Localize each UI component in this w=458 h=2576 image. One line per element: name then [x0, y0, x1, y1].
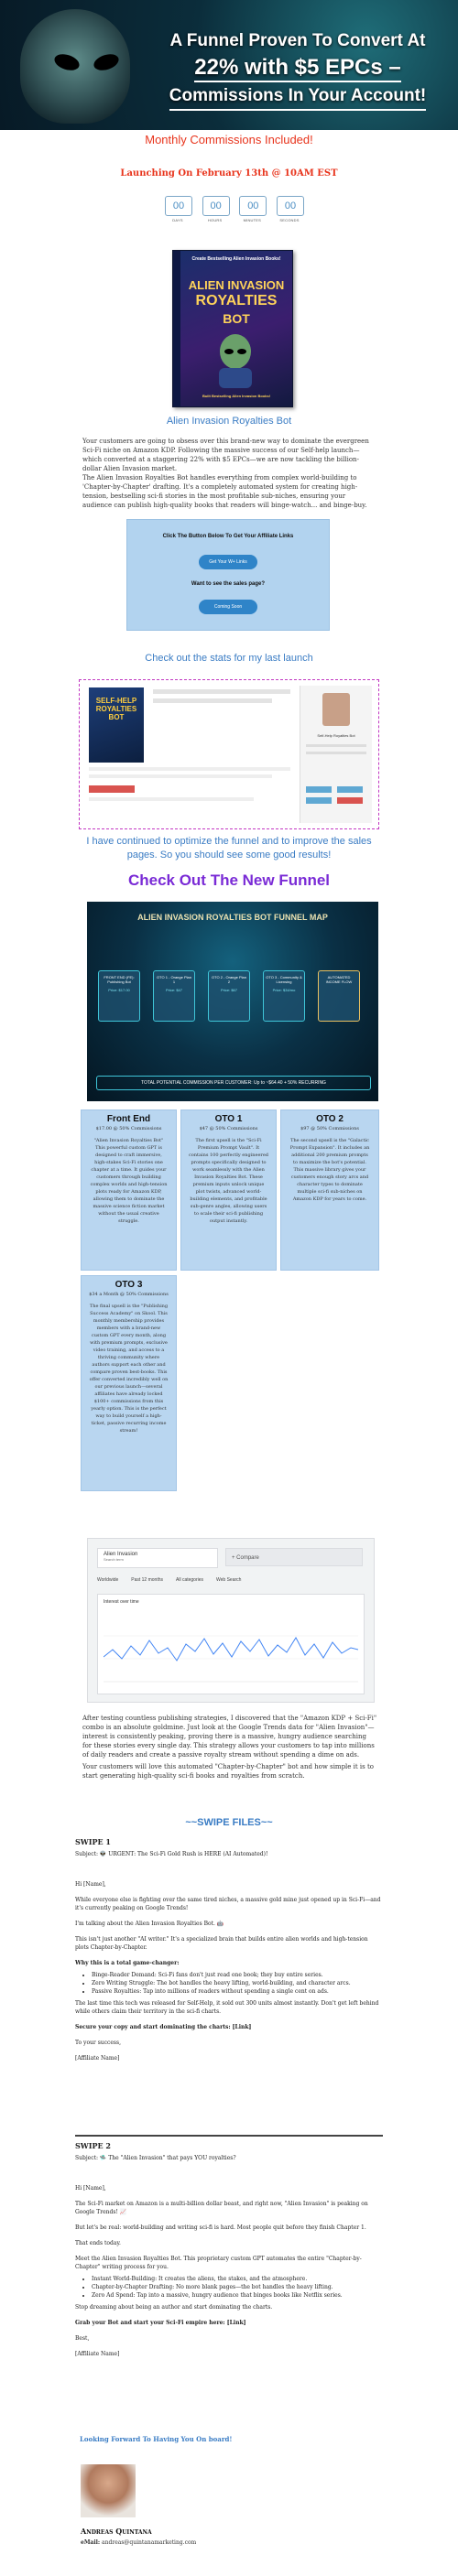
book-title-3: BOT — [223, 311, 250, 326]
funnel-stage-oto2: OTO 2 - Orange Plan 2 Price: $67 — [208, 970, 250, 1022]
funnel-stage-income: AUTOMATED INCOME FLOW — [318, 970, 360, 1022]
list-item: • Zero Ad Spend: Tap into a massive, hungry audience that binges books like Netflix series. — [92, 2291, 383, 2300]
card-oto-2: OTO 2 $97 @ 50% Commissions The second upsell is the "Galactic Prompt Expansion". It includes an additional 200 premium prompts to maximize the bot's potential. This massive library gives your customers enough story arcs and character types to dominate multiple sci-fi sub-niches on Amazon KDP for years to come. — [280, 1109, 379, 1271]
alien-head-image — [20, 9, 130, 124]
list-item: • Passive Royalties: Tap into millions of readers without spending a single cent on ads. — [92, 1987, 383, 1996]
card-oto-1: OTO 1 $47 @ 50% Commissions The first upsell is the "Sci-Fi Premium Prompt Vault". It contains 100 perfectly engineered prompts specifically designed to work seamlessly with the Alien Invasion Royalties Bot. These premium inputs unlock unique plot twists, advanced world-building elements, and profitable sub-genre angles, allowing users to scale their sci-fi publishing output instantly. — [180, 1109, 277, 1271]
coming-soon-button[interactable]: Coming Soon — [199, 600, 257, 614]
funnel-stage-oto1: OTO 1 - Orange Plan 1 Price: $47 — [153, 970, 195, 1022]
proof-text-line — [89, 797, 254, 801]
book-top-text: Create Bestselling Alien Invasion Books! — [191, 256, 281, 262]
countdown-seconds: 00 SECONDS — [277, 196, 302, 222]
swipe-files-heading: ~~SWIPE FILES~~ — [185, 1817, 273, 1828]
trends-filter-time[interactable]: Past 12 months — [131, 1577, 163, 1583]
book-title-2: ROYALTIES — [195, 293, 278, 308]
swipe-2-bullets — [92, 2275, 383, 2300]
swipe-2-greeting: Hi [Name], — [75, 2185, 106, 2192]
author-photo — [81, 2464, 136, 2517]
swipe-1-paragraph: While everyone else is fighting over the same tired niches, a massive gold mine just opened up in Sci-Fi—and it's currently peaking on Google Trends! — [75, 1897, 381, 1911]
list-item: • Chapter-by-Chapter Drafting: No more blank pages—the bot handles the heavy lifting. — [92, 2283, 383, 2291]
affiliate-links-box — [126, 519, 330, 631]
proof-sidebar: Self-Help Royalties Bot — [300, 686, 372, 823]
hero-line-3: Commissions In Your Account! — [169, 82, 426, 111]
swipe-1-signoff: To your success, — [75, 2040, 121, 2046]
swipe-2-paragraph: But let's be real: world-building and writing sci-fi is hard. Most people quit before they finish Chapter 1. — [75, 2224, 366, 2231]
proof-text-line — [306, 752, 366, 754]
countdown-hours: 00 HOURS — [202, 196, 228, 222]
get-links-button[interactable]: Get Your W+ Links — [199, 555, 257, 569]
author-email-link[interactable]: andreas@quintanamarketing.com — [102, 2539, 197, 2546]
funnel-map-title: ALIEN INVASION ROYALTIES BOT FUNNEL MAP — [137, 913, 328, 922]
swipe-1-signature: [Affiliate Name] — [75, 2055, 120, 2062]
countdown-minutes: 00 MINUTES — [239, 196, 265, 222]
swipe-1-why: Why this is a total game-changer: — [75, 1960, 180, 1966]
swipe-2-signature: [Affiliate Name] — [75, 2351, 120, 2357]
swipe-1-paragraph: The last time this tech was released for Self-Help, it sold out 300 units almost instantly. Don't get left behind while others claim their territory in the sci-fi charts. — [75, 2000, 379, 2015]
swipe-1-label: SWIPE 1 — [75, 1837, 111, 1846]
swipe-2 — [75, 2142, 383, 2358]
swipe-1-paragraph: I'm talking about the Alien Invasion Royalties Bot. 🤖 — [75, 1921, 224, 1927]
proof-button — [306, 797, 332, 804]
trends-search-term[interactable]: Alien Invasion Search term — [97, 1548, 218, 1568]
trends-filter-category[interactable]: All categories — [176, 1577, 204, 1583]
swipe-2-cta: Grab your Bot and start your Sci-Fi empire here: [Link] — [75, 2320, 246, 2326]
book-spine — [173, 251, 180, 406]
vendor-avatar — [322, 693, 350, 726]
self-help-book-cover: SELF-HELP ROYALTIES BOT — [89, 687, 144, 763]
hero-headline — [151, 27, 444, 111]
proof-button — [306, 786, 332, 793]
affiliate-links-heading: Click The Button Below To Get Your Affiliate Links — [162, 534, 294, 539]
countdown-days: 00 DAYS — [165, 196, 191, 222]
alien-character-icon — [201, 331, 270, 388]
last-launch-proof — [79, 679, 379, 829]
proof-text-line — [153, 689, 290, 694]
optimize-note: I have continued to optimize the funnel and to improve the sales pages. So you should see some good results! — [86, 836, 372, 860]
product-book-cover — [172, 250, 293, 407]
swipe-2-paragraph: Meet the Alien Invasion Royalties Bot. This proprietary custom GPT automates the entire "Chapter-by-Chapter" writing process for you. — [75, 2256, 362, 2270]
alien-eye-right — [92, 51, 121, 73]
list-item: • Zero Writing Struggle: The bot handles the heavy lifting, world-building, and character arcs. — [92, 1979, 383, 1987]
list-item: • Binge-Reader Demand: Sci-Fi fans don't just read one book; they buy entire series. — [92, 1971, 383, 1979]
proof-button — [337, 797, 363, 804]
trends-filters — [97, 1574, 363, 1586]
tagline: Monthly Commissions Included! — [145, 133, 313, 146]
swipe-1 — [75, 1838, 383, 2062]
stats-heading: Check out the stats for my last launch — [145, 653, 313, 664]
swipe-1-cta: Secure your copy and start dominating the charts: [Link] — [75, 2024, 252, 2030]
trends-paragraph-2: Your customers will love this automated "Chapter-by-Chapter" bot and how simple it is to start generating high-quality sci-fi books and royalties from scratch. — [82, 1763, 375, 1780]
swipe-1-greeting: Hi [Name], — [75, 1881, 106, 1888]
proof-text-line — [306, 744, 366, 747]
swipe-2-paragraph: The Sci-Fi market on Amazon is a multi-billion dollar beast, and right now, "Alien Invasion" is peaking on Google Trends! 📈 — [75, 2201, 368, 2215]
email-label: eMail: — [81, 2539, 101, 2546]
author-name: Andreas Quintana — [81, 2527, 152, 2536]
trends-chart-card — [97, 1594, 365, 1694]
funnel-map-image — [87, 902, 378, 1101]
swipe-1-bullets — [92, 1971, 383, 1996]
swipe-1-paragraph: This isn't just another "AI writer." It's a specialized brain that builds entire alien worlds and high-tension plots Chapter-by-Chapter. — [75, 1936, 368, 1951]
funnel-stage-oto3: OTO 3 - Community & Licensing Price: $34/mo — [263, 970, 305, 1022]
proof-text-line — [89, 767, 290, 771]
swipe-2-subject: Subject: 🛸 The "Alien Invasion" that pays YOU royalties? — [75, 2155, 236, 2161]
swipe-1-subject: Subject: 👽 URGENT: The Sci-Fi Gold Rush is HERE (AI Automated)! — [75, 1851, 268, 1857]
closing-line: Looking Forward To Having You On board! — [80, 2435, 233, 2443]
trends-chart-title: Interest over time — [104, 1599, 139, 1605]
book-title-1: ALIEN INVASION — [188, 278, 285, 292]
trends-line-chart — [104, 1613, 358, 1686]
author-email-row — [81, 2539, 196, 2546]
countdown-timer — [165, 196, 302, 222]
proof-badge — [89, 785, 135, 793]
swipe-2-label: SWIPE 2 — [75, 2141, 111, 2150]
card-oto-3: OTO 3 $34 a Month @ 50% Commissions The final upsell is the "Publishing Success Academy" on Skool. This monthly membership provides members with a brand-new custom GPT every month, along with premium prompts, exclusive video training, and access to a thriving community where authors support each other and compare proven best-books. This offer converted incredibly well on our previous launch—several affiliates have already locked $100+ commissions from this yearly option. This is the perfect way to build yourself a high-ticket, passive recurring income stream! — [81, 1275, 177, 1491]
intro-paragraph-2: The Alien Invasion Royalties Bot handles everything from complex world-building to 'Chapter-by-Chapter' drafting. It's a completely automated system for creating high-tension, bestselling sci-fi stories in the most profitable sub-niches, ensuring your audience can publish high-quality books that readers will binge-watch... and binge-buy. — [82, 474, 367, 509]
funnel-stage-fe: FRONT END (FE): Publishing Bot Price: $17.00 — [98, 970, 140, 1022]
hero-banner — [0, 0, 458, 130]
swipe-divider — [75, 2135, 383, 2137]
intro-paragraph-1: Your customers are going to obsess over this brand-new way to dominate the evergreen Sci-Fi niche on Amazon KDP. Following the massive success of our Self-help launch—which converted at a staggering 22% with $5 EPCs—we are now tackling the billion-dollar Alien Invasion market. — [82, 438, 369, 472]
swipe-2-signoff: Best, — [75, 2335, 90, 2342]
book-bottom-text: Built Bestselling Alien Invasion Books! — [202, 394, 271, 398]
proof-text-line — [89, 774, 272, 778]
list-item: • Instant World-Building: It creates the aliens, the stakes, and the atmosphere. — [92, 2275, 383, 2283]
sales-page-question: Want to see the sales page? — [191, 581, 266, 587]
product-title: Alien Invasion Royalties Bot — [166, 416, 292, 427]
hero-line-1: A Funnel Proven To Convert At — [169, 31, 426, 50]
swipe-2-paragraph: That ends today. — [75, 2240, 121, 2246]
hero-line-2: 22% with $5 EPCs – — [194, 54, 400, 82]
funnel-total-bar: TOTAL POTENTIAL COMMISSION PER CUSTOMER: Up to ~$64.40 + 50% RECURRING — [96, 1076, 371, 1090]
swipe-2-paragraph: Stop dreaming about being an author and start dominating the charts. — [75, 2304, 273, 2311]
proof-text-line — [153, 698, 272, 703]
trends-compare[interactable]: + Compare — [225, 1548, 363, 1566]
proof-button — [337, 786, 363, 793]
funnel-heading: Check Out The New Funnel — [127, 871, 331, 889]
launch-date: Launching On February 13th @ 10AM EST — [120, 168, 338, 179]
card-front-end: Front End $17.00 @ 50% Commissions "Alien Invasion Royalties Bot" This powerful custom GPT is designed to craft immersive, high-stakes Sci-Fi stories one chapter at a time. It guides your customers through building complex worlds and high-tension plots ready for Amazon KDP, allowing them to dominate the massive science fiction market without the usual creative struggle. — [81, 1109, 177, 1271]
trends-filter-region[interactable]: Worldwide — [97, 1577, 119, 1583]
trends-filter-type[interactable]: Web Search — [216, 1577, 242, 1583]
alien-eye-left — [52, 51, 82, 73]
google-trends-screenshot — [87, 1538, 375, 1703]
trends-paragraph-1: After testing countless publishing strategies, I discovered that the "Amazon KDP + Sci-Fi" combo is an absolute goldmine. Just look at the Google Trends data for "Alien Invasion"—interest is consistently peaking, proving there is a massive, hungry audience searching for these stories every single day. This strategy allows your customers to tap into millions of daily readers and create a passive royalty stream without spending a dime on ads. — [82, 1715, 377, 1759]
